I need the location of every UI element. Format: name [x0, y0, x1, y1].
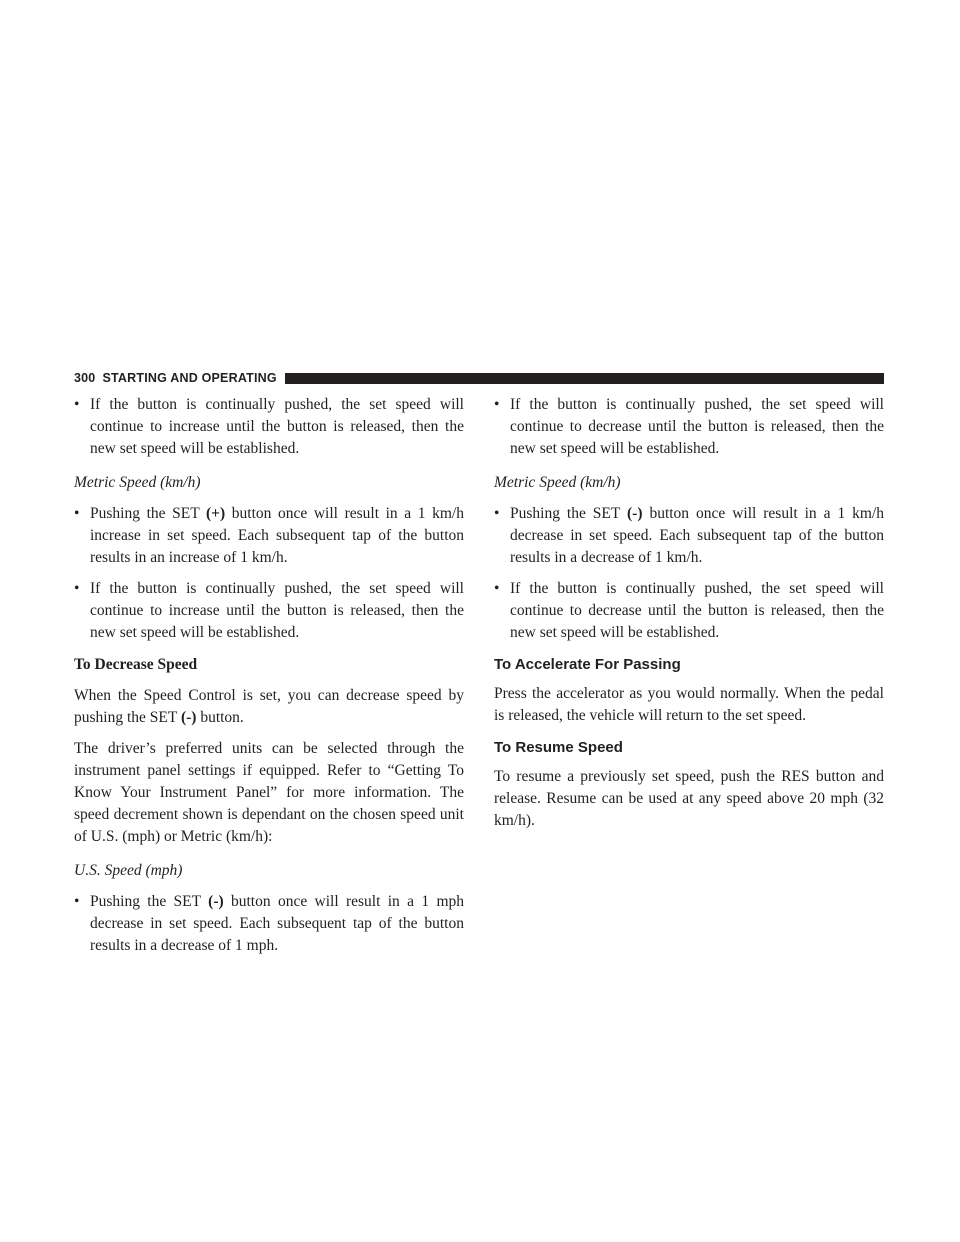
- right-column: [494, 394, 884, 841]
- page-header: [74, 370, 884, 386]
- header-rule: [285, 373, 884, 384]
- bullet-icon: •: [74, 893, 80, 910]
- bullet-icon: •: [494, 396, 500, 413]
- set-minus-key: (-): [627, 505, 643, 522]
- set-minus-key: (-): [180, 709, 197, 726]
- subheading: Metric Speed (km/h): [494, 474, 621, 491]
- page-number: 300: [74, 371, 96, 385]
- paragraph: When the Speed Control is set, you can decrease speed by pushing the SET (-) button.: [74, 687, 464, 726]
- set-minus-key: (-): [208, 893, 224, 910]
- paragraph: To resume a previously set speed, push the RES button and release. Resume can be used at any speed above 20 mph (32 km/h).: [494, 768, 884, 829]
- bullet-icon: •: [494, 580, 500, 597]
- left-column: [74, 394, 464, 966]
- list-item: • Pushing the SET (-) button once will result in a 1 km/h decrease in set speed. Each subsequent tap of the button results in a decrease of 1 km/h.: [494, 505, 884, 566]
- list-item: • If the button is continually pushed, the set speed will continue to increase until the button is released, then the new set speed will be established.: [74, 396, 464, 457]
- list-item: • Pushing the SET (+) button once will result in a 1 km/h increase in set speed. Each subsequent tap of the button results in an increase of 1 km/h.: [74, 505, 464, 566]
- section-heading: To Resume Speed: [494, 739, 623, 756]
- bullet-icon: •: [74, 396, 80, 413]
- bullet-icon: •: [494, 505, 500, 522]
- paragraph: Press the accelerator as you would normally. When the pedal is released, the vehicle will return to the set speed.: [494, 685, 884, 724]
- section-heading: To Accelerate For Passing: [494, 656, 681, 673]
- set-plus-key: (+): [206, 505, 226, 522]
- bullet-icon: •: [74, 580, 80, 597]
- list-item: • Pushing the SET (-) button once will result in a 1 mph decrease in set speed. Each subsequent tap of the button results in a decrease of 1 mph.: [74, 893, 464, 954]
- list-item: • If the button is continually pushed, the set speed will continue to increase until the button is released, then the new set speed will be established.: [74, 580, 464, 641]
- bullet-icon: •: [74, 505, 80, 522]
- subheading: Metric Speed (km/h): [74, 474, 201, 491]
- section-title: STARTING AND OPERATING: [102, 371, 277, 385]
- section-heading: To Decrease Speed: [74, 656, 198, 673]
- subheading: U.S. Speed (mph): [74, 862, 183, 879]
- list-item: • If the button is continually pushed, the set speed will continue to decrease until the button is released, then the new set speed will be established.: [494, 580, 884, 641]
- list-item: • If the button is continually pushed, the set speed will continue to decrease until the button is released, then the new set speed will be established.: [494, 396, 884, 457]
- paragraph: The driver’s preferred units can be selected through the instrument panel settings if equipped. Refer to “Getting To Know Your Instrument Panel” for more information. The speed decrement shown is dependant on the chosen speed unit of U.S. (mph) or Metric (km/h):: [74, 740, 464, 845]
